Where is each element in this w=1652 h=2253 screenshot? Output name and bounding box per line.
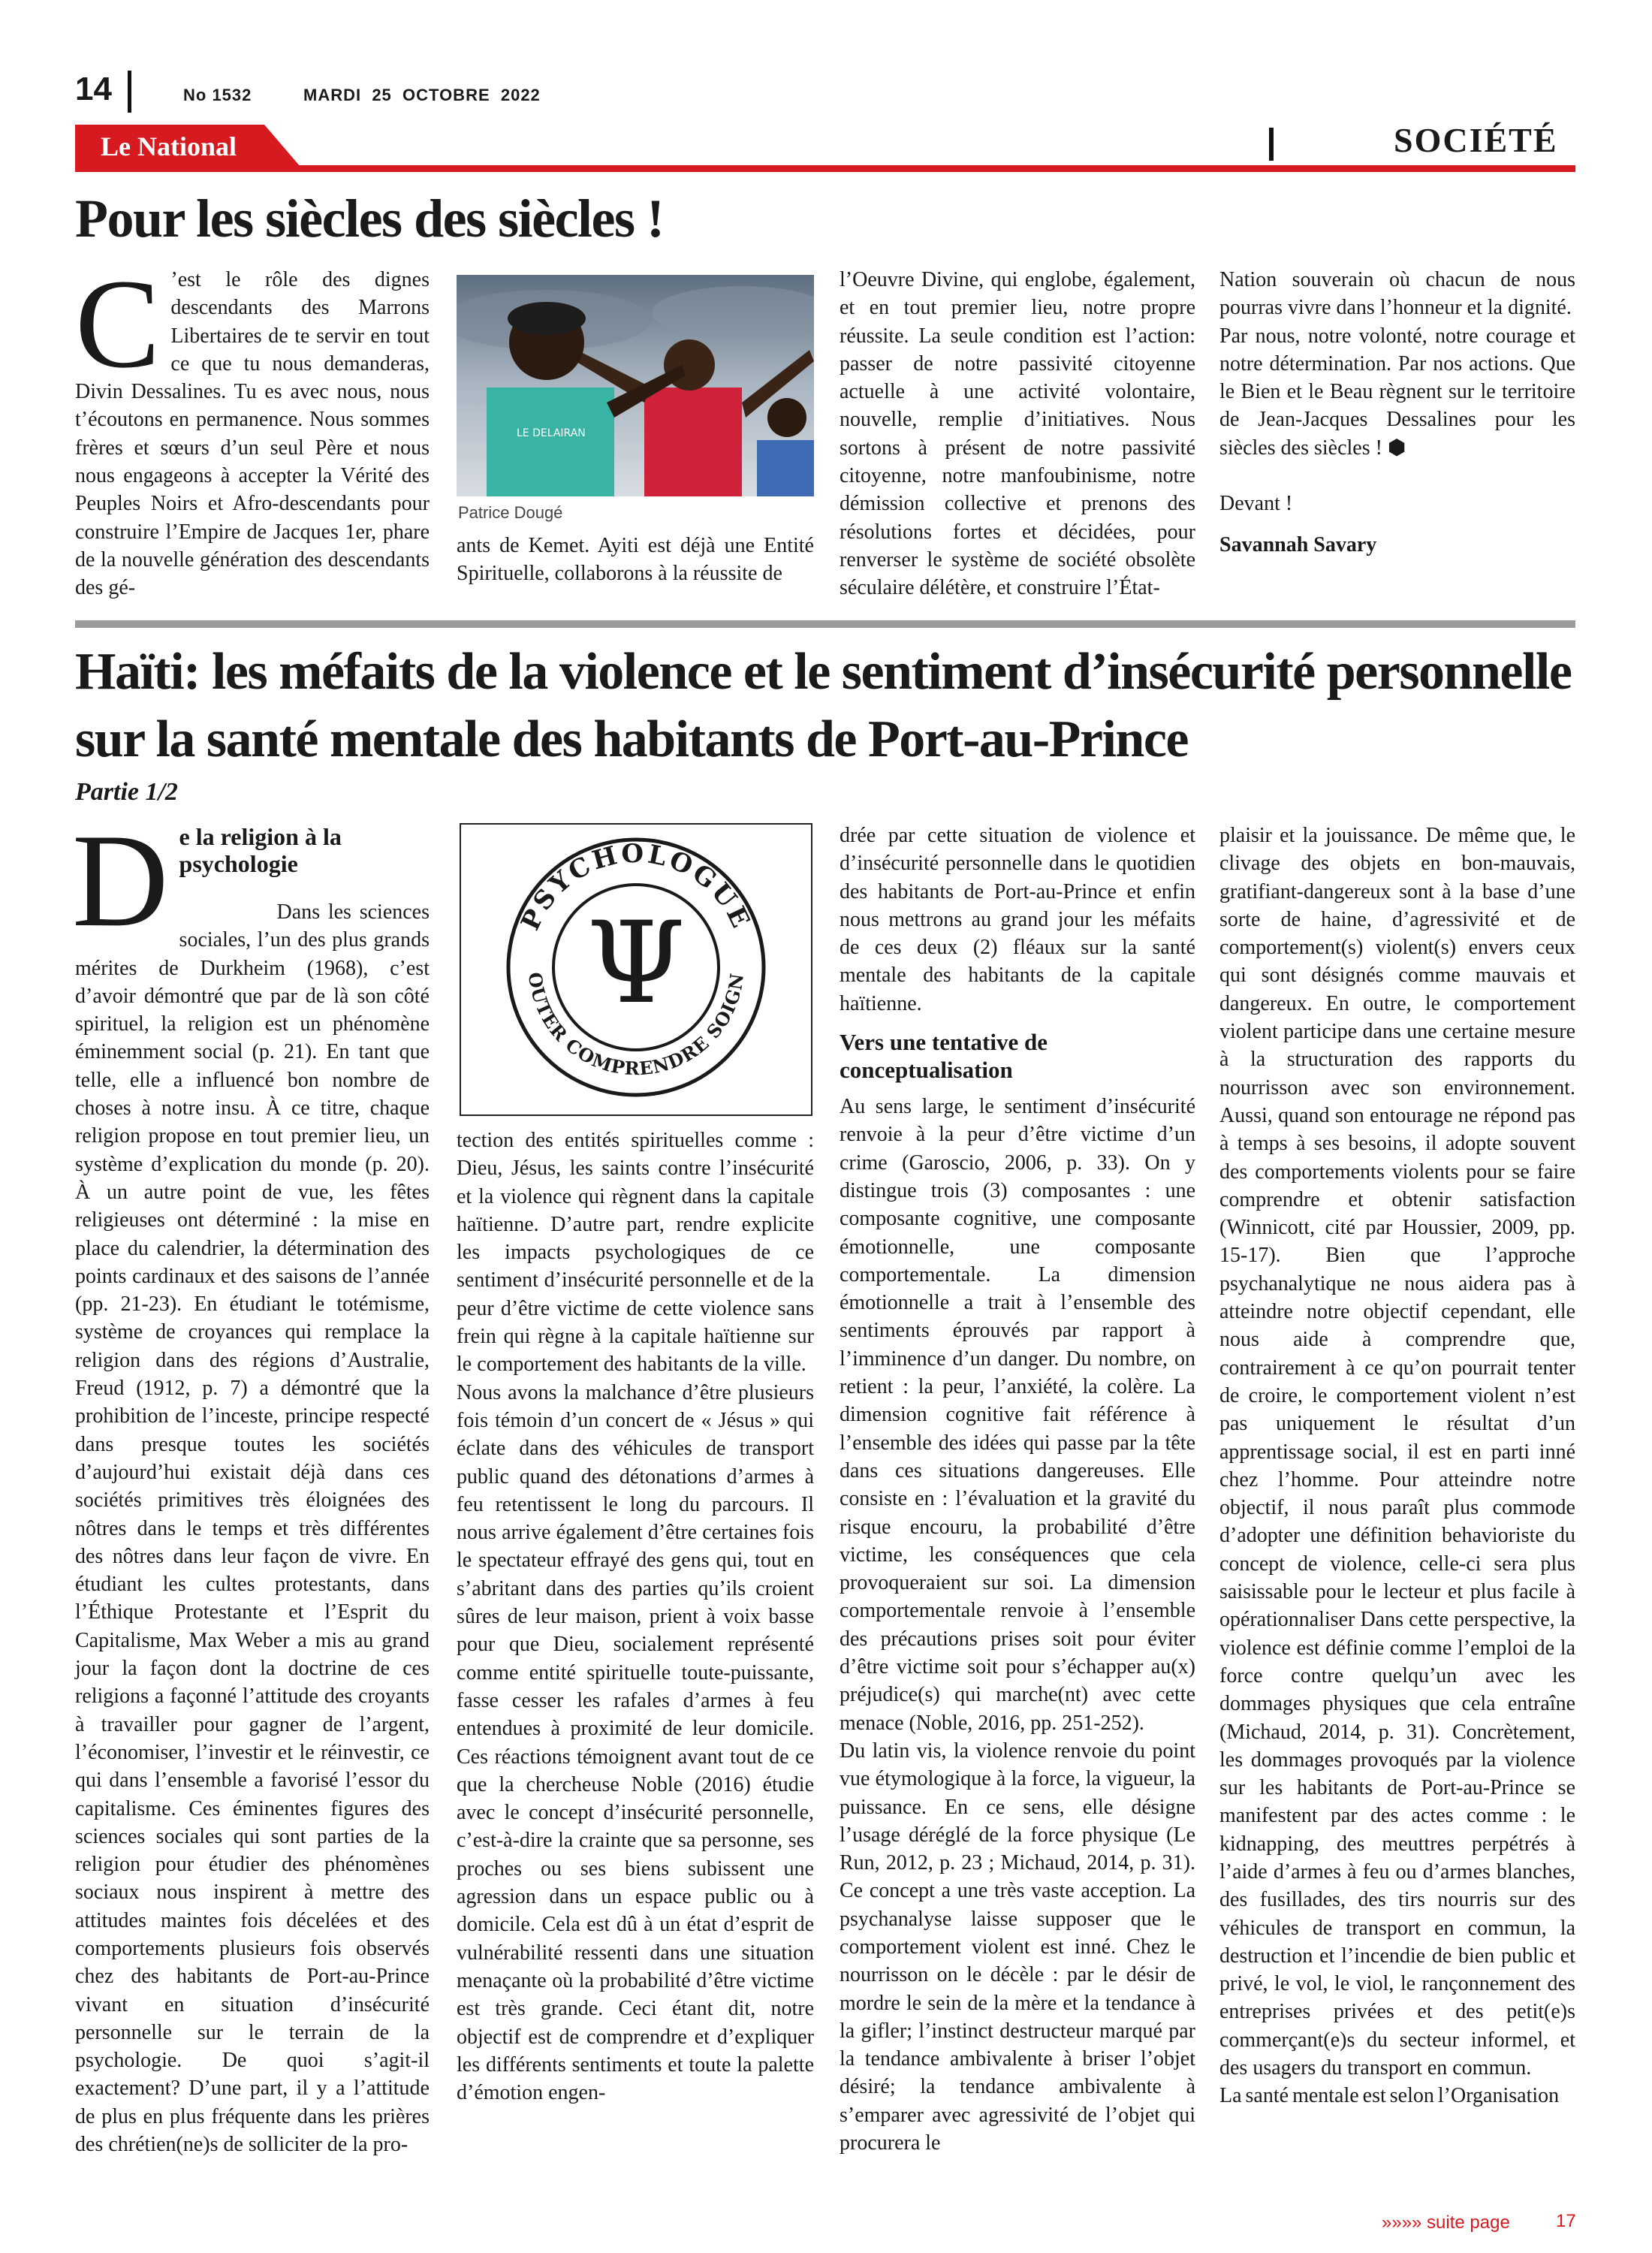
article2-subheading: Vers une tentative de conceptualisation [840, 1029, 1048, 1084]
section-title: SOCIÉTÉ [1394, 121, 1558, 159]
article1-column-1 [75, 253, 430, 602]
article1-column-2 [457, 532, 814, 588]
article2-text-3c: Du latin vis, la violence renvoie du point vue étymologique à la force, la vigueur, la puissance. En ce sens, elle désigne l’usage déréglé de la force physique (Le Run, 2012, p. 23 ; Michaud, 2014, p. 31). Ce concept a une très vaste acception. La psychanalyse laisse supposer que le comportement violent est inné. Chez le nourrisson on le décèle : par le désir de mordre le sein de la mère et la tendance à la gifler; l’instinct destructeur marqué par la tendance ambivalente à briser l’objet désiré; la tendance ambivalente à s’emparer avec agressivité de l’objet qui procurera le [840, 1739, 1195, 2155]
page-number-divider [128, 71, 131, 113]
article1-text-3: l’Oeuvre Divine, qui englobe, également, et en tout premier lieu, notre propre réussite. La seule condition est l’action: passer de notre passivité citoyenne actuelle à une activité volontaire, nouvelle, remplie d’initiatives. Nous sortons à présent de notre passivité citoyenne, notre manfoubinisme, notre démission collective et prenons des résolutions fortes et décidées, pour renverser le système de société obsolète séculaire délétère, et construire l’État- [840, 268, 1195, 600]
article2-column-3 [840, 822, 1195, 2157]
article2-text-2a: tection des entités spirituelles comme : Dieu, Jésus, les saints contre l’insécurité et la violence qui règnent dans la capitale haïtienne. D’autre part, rendre explicite les impacts psychologiques de ce sentiment d’insécurité personnelle et de la peur d’être victime de cette violence sans frein qui règne à la capitale haïtienne sur le comportement des habitants de la ville. [457, 1129, 814, 1377]
article2-column-4 [1219, 822, 1575, 2110]
article1-column-4 [1219, 266, 1575, 559]
article2-text-3a: drée par cette situation de violence et d’insécurité personnelle dans le quotidien des habitants de Port-au-Prince et enfin nous mettrons au grand jour les méfaits de ces deux (2) fléaux sur la santé mentale des habitants de la capitale haïtienne. [840, 824, 1195, 1015]
article1-column-3 [840, 266, 1195, 602]
brand-logo: Le National [101, 131, 237, 161]
continued-on-label: »»»» suite page [1382, 2212, 1510, 2233]
photo-caption: Patrice Dougé [458, 503, 563, 522]
psychologue-emblem [461, 825, 811, 1114]
article-separator [75, 620, 1575, 628]
logo-top-text: PSYCHOLOGUE [515, 838, 757, 936]
article2-kicker: e la religion à la psychologie [179, 823, 342, 877]
article1-text-4a: Nation souverain où chacun de nous pourras vivre dans l’honneur et la dignité. [1219, 268, 1575, 320]
article1-photo [457, 275, 814, 496]
article2-text-4-last: La santé mentale est selon l’Organisation [1219, 2084, 1560, 2108]
article2-title: Haïti: les méfaits de la violence et le sentiment d’insécurité personnelle sur la santé mentale des habitants de Port-au-Prince [75, 643, 1572, 768]
continued-page-number: 17 [1556, 2211, 1576, 2231]
article2-column-1 [72, 806, 430, 2158]
section-divider [1269, 128, 1274, 161]
article1-text-1: ’est le rôle des dignes descendants des Marrons Libertaires de te servir en tout ce que tu nous demanderas, Divin Dessalines. Tu es avec nous, nous t’écoutons en permanence. Nous sommes frères et sœurs d’un seul Père et nous nous engageons à accepter la Vérité des Peuples Noirs et Afro-descendants pour construire l’Empire de Jacques 1er, phare de la nouvelle génération des descendants des gé- [75, 268, 430, 600]
article2-dropcap: D [72, 806, 169, 955]
page-number: 14 [75, 71, 112, 107]
article2-text-4: plaisir et la jouissance. De même que, le clivage des objets en bon-mauvais, gratifiant-dangereux sont à la base d’une sorte de haine, d’agressivité et de comportement(s) violent(s) envers ceux qui sont désignés comme mauvais et dangereux. En outre, le comportement violent participe dans une certaine mesure à la structuration des rapports du nourrisson avec son environnement. Aussi, quand son entourage ne répond pas à temps à ses besoins, il adopte souvent des comportements violents pour se faire comprendre et obtenir satisfaction (Winnicott, cité par Houssier, 2009, pp. 15-17). Bien que l’approche psychanalytique ne nous aidera pas à atteindre notre objectif cependant, elle nous aide à comprendre que, contrairement à ce qu’on pourrait tenter de croire, le comportement violent n’est pas uniquement le résultat d’un apprentissage social, il est en parti inné chez l’homme. Pour atteindre notre objectif, il nous paraît plus commode d’adopter une définition behavioriste du concept de violence, celle-ci sera plus saisissable pour le lecteur et plus facile à opérationnaliser Dans cette perspective, la violence est définie comme l’emploi de la force contre quelqu’un avec les dommages physiques que cela entraîne (Michaud, 2014, p. 31). Concrètement, les dommages provoqués par la violence sur les habitants de Port-au-Prince se manifestent par des actes comme : le kidnapping, des meuttres perpétrés à l’aide d’armes à feu ou d’armes blanches, des fusillades, des tirs nourris sur des véhicules de transport en commun, la destruction et l’incendie de bien public et privé, le vol, le viol, le rançonnement des entreprises privées et des petit(e)s commerçant(e)s du secteur informel, et des usagers du transport en commun. [1219, 824, 1575, 2080]
logo-bottom-text: OUTER COMPRENDRE SOIGN [523, 970, 749, 1080]
article2-text-2b: Nous avons la malchance d’être plusieurs fois témoin d’un concert de « Jésus » qui éclate dans des véhicules de transport public quand des détonations d’armes à feu retentissent le long du parcours. Il nous arrive également d’être certaines fois le spectateur effrayé des gens qui, tout en s’abritant dans des parties qu’ils croient sûres de leur maison, prient à voix basse pour que Dieu, socialement représenté comme entité spirituelle toute-puissante, fasse cesser les rafales d’armes à feu entendues à proximité de leur domicile. Ces réactions témoignent avant tout de ce que la chercheuse Noble (2016) étudie avec le concept d’insécurité personnelle, c’est-à-dire la crainte que sa personne, ses proches ou ses biens subissent une agression dans un espace public ou à domicile. Cela est dû à un état d’esprit de vulnérabilité ressenti dans une situation menaçante où la probabilité d’être victime est très grande. Ceci étant dit, notre objectif est de comprendre et d’expliquer les différents sentiments et toute la palette d’émotion engen- [457, 1380, 814, 2105]
article1-text-4c: Devant ! [1219, 492, 1293, 516]
psi-icon: Ψ [586, 898, 686, 1029]
end-mark-icon: ⬢ [1387, 436, 1406, 460]
article2-column-2 [457, 1126, 814, 2107]
issue-date: MARDI 25 OCTOBRE 2022 [303, 86, 541, 104]
article2-text-1: Dans les sciences sociales, l’un des plus grands mérites de Durkheim (1968), c’est d’avoir démontré que par de là son côté spirituel, la religion est un phénomène éminemment social (p. 21). En tant que telle, elle a influencé bon nombre de choses à notre insu. À ce titre, chaque religion propose en tout premier lieu, un système d’explication du monde (p. 20). À un autre point de vue, les fêtes religieuses ont déterminé : la mise en place du calendrier, la détermination des points cardinaux et des saisons de l’année (pp. 21-23). En étudiant le totémisme, système de croyances qui remplace la religion dans des régions d’Australie, Freud (1912, p. 7) a démontré que la prohibition de l’inceste, principe respecté dans presque toutes les sociétés d’aujourd’hui existait déjà dans ces sociétés primitives très éloignées des nôtres dans le temps et très différentes des nôtres dans leur façon de vivre. En étudiant les cultes protestants, dans l’Éthique Protestante et l’Esprit du Capitalisme, Max Weber a mis au grand jour la façon dont la doctrine de ces religions a façonné l’attitude des croyants à travailler pour gagner de l’argent, l’économiser, l’investir et le réinvestir, ce qui dans l’ensemble a favorisé l’essor du capitalisme. Ces éminentes figures des sciences sociales qui sont parties de la religion pour étudier des phénomènes sociaux nous inspirent à mettre des attitudes maintes fois décelées et des comportements plusieurs fois observés chez des habitants de Port-au-Prince vivant en situation d’insécurité personnelle sur le terrain de la psychologie. De quoi s’agit-il exactement? D’une part, il y a l’attitude de plus en plus fréquente dans les prières des chrétien(ne)s de solliciter de la pro- [75, 900, 430, 2157]
article1-title: Pour les siècles des siècles ! [75, 189, 664, 249]
article2-part: Partie 1/2 [75, 778, 178, 806]
article1-dropcap: C [75, 253, 161, 394]
header-red-rule [75, 165, 1575, 172]
psychologue-logo [460, 823, 812, 1116]
issue-number: No 1532 [183, 86, 252, 104]
article1-text-4b: Par nous, notre volonté, notre courage et notre détermination. Par nos actions. Que le Bien et le Beau règnent sur le territoire de Jean-Jacques Dessalines pour les siècles des siècles ! [1219, 324, 1575, 460]
svg-text:LE DELAIRAN: LE DELAIRAN [517, 427, 586, 439]
article1-author: Savannah Savary [1219, 533, 1377, 557]
article2-text-3b: Au sens large, le sentiment d’insécurité renvoie à la peur d’être victime d’un crime (Garoscio, 2006, p. 33). On y distingue trois (3) composantes : une composante cognitive, une composante émotionnelle, une composante comportementale. La dimension émotionnelle a trait à l’ensemble des sentiments éprouvés par rapport à l’imminence d’un danger. Du nombre, on retient : la peur, l’anxiété, la colère. La dimension cognitive fait référence à l’ensemble des idées qui passe par la tête dans ces situations dangereuses. Elle consiste en : l’évaluation et la gravité du risque encouru, la probabilité d’être victime, les conséquences que cela provoqueraient sur soi. La dimension comportementale renvoie à l’ensemble des précautions prises soit pour éviter d’être victime soit pour s’échapper au(x) préjudice(s) qui marche(nt) avec cette menace (Noble, 2016, pp. 251-252). [840, 1095, 1195, 1735]
article1-text-2: ants de Kemet. Ayiti est déjà une Entité Spirituelle, collaborons à la réussite de [457, 534, 814, 586]
crowd-photo-illustration [457, 275, 814, 496]
